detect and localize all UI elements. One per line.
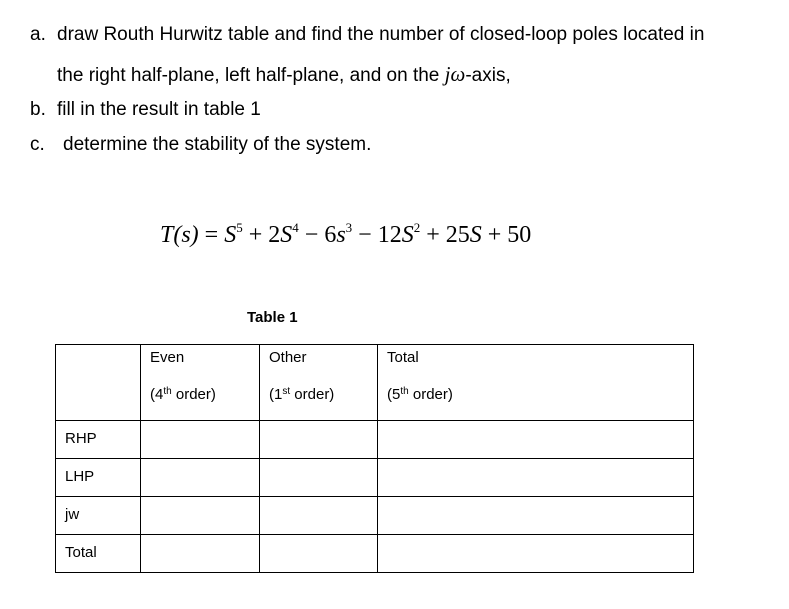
- cell-total-other: [260, 535, 378, 573]
- equation-variable: S: [224, 222, 237, 248]
- cell-rhp-total: [378, 421, 694, 459]
- transfer-function-equation: [160, 222, 531, 249]
- question-c-label: c.: [30, 134, 45, 155]
- equation-operator: −: [352, 222, 378, 248]
- row-label-total: Total: [56, 535, 141, 573]
- equation-coefficient: 25: [445, 222, 470, 248]
- equation-variable: S: [401, 222, 414, 248]
- equation-operator: +: [481, 222, 508, 248]
- header-corner-cell: [56, 345, 141, 421]
- question-a-label: a.: [30, 24, 46, 45]
- equation-term: [420, 222, 482, 248]
- header-cell-even: [141, 345, 260, 421]
- table-caption: Table 1: [247, 309, 298, 326]
- equation-operator: +: [420, 222, 446, 248]
- question-a-line1: [30, 24, 704, 46]
- question-b: [30, 99, 261, 121]
- cell-rhp-even: [141, 421, 260, 459]
- table-header-row: [56, 345, 694, 421]
- equation-exponent: 3: [345, 220, 353, 235]
- jw-symbol: jω: [444, 62, 466, 86]
- equation-coefficient: 2: [268, 222, 281, 248]
- row-label-rhp: RHP: [56, 421, 141, 459]
- equation-term: [299, 222, 352, 248]
- equation-equals: =: [198, 222, 225, 248]
- cell-total-even: [141, 535, 260, 573]
- header-cell-other: [260, 345, 378, 421]
- equation-exponent: 4: [292, 220, 299, 235]
- equation-coefficient: 6: [324, 222, 337, 248]
- row-label-jw: jw: [56, 497, 141, 535]
- cell-lhp-other: [260, 459, 378, 497]
- equation-variable: s: [336, 222, 346, 248]
- header-even-name: Even: [150, 349, 185, 366]
- question-b-label: b.: [30, 99, 46, 120]
- header-other-order: (1st order): [269, 386, 335, 403]
- results-table: [55, 344, 694, 573]
- cell-lhp-even: [141, 459, 260, 497]
- header-even-order: (4th order): [150, 386, 216, 403]
- equation-term: [243, 222, 299, 248]
- header-cell-total: [378, 345, 694, 421]
- cell-jw-total: [378, 497, 694, 535]
- equation-variable: S: [280, 222, 293, 248]
- question-a-text-end: -axis,: [465, 65, 511, 86]
- table-row: [56, 459, 694, 497]
- question-c: [30, 134, 371, 156]
- equation-coefficient: 50: [507, 222, 532, 248]
- equation-operator: −: [298, 222, 325, 248]
- table-row: [56, 421, 694, 459]
- cell-jw-other: [260, 497, 378, 535]
- question-b-text: fill in the result in table 1: [57, 99, 261, 120]
- equation-term: [352, 222, 420, 248]
- question-a-text-part: the right half-plane, left half-plane, and on the: [57, 65, 445, 86]
- cell-jw-even: [141, 497, 260, 535]
- question-a-line2: [57, 62, 511, 87]
- equation-term: [224, 222, 243, 248]
- question-a-text: draw Routh Hurwitz table and find the number of closed-loop poles located in: [57, 24, 705, 45]
- cell-total-total: [378, 535, 694, 573]
- equation-lhs: T(s): [160, 222, 199, 248]
- equation-exponent: 5: [236, 220, 243, 235]
- cell-lhp-total: [378, 459, 694, 497]
- equation-coefficient: 12: [377, 222, 402, 248]
- table-row: [56, 497, 694, 535]
- equation-terms: [224, 222, 531, 248]
- equation-term: [482, 222, 532, 248]
- equation-operator: +: [242, 222, 269, 248]
- table-row: [56, 535, 694, 573]
- question-c-text: determine the stability of the system.: [63, 134, 372, 155]
- header-other-name: Other: [269, 349, 307, 366]
- header-total-order: (5th order): [387, 386, 453, 403]
- header-total-name: Total: [387, 349, 419, 366]
- row-label-lhp: LHP: [56, 459, 141, 497]
- cell-rhp-other: [260, 421, 378, 459]
- equation-exponent: 2: [413, 220, 421, 235]
- equation-variable: S: [469, 222, 482, 248]
